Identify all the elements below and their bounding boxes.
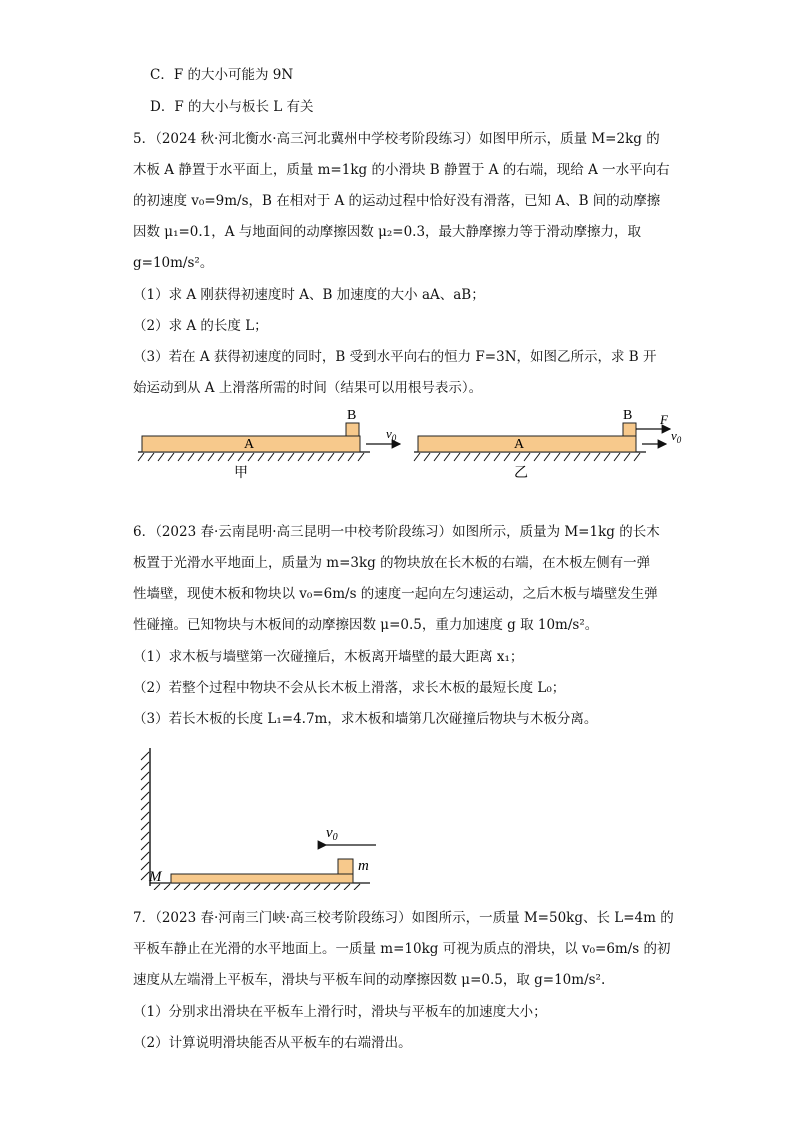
caption-jia: 甲 — [234, 466, 248, 481]
q7-sub-1: （1）分别求出滑块在平板车上滑行时，滑块与平板车的加速度大小； — [133, 1004, 547, 1020]
q5-sub-1: （1）求 A 刚获得初速度时 A、B 加速度的大小 aA、aB； — [133, 287, 485, 303]
q5-line-1: 5．（2024 秋·河北衡水·高三河北冀州中学校考阶段练习）如图甲所示，质量 M=2kg 的 — [133, 131, 660, 147]
block-b-jia — [346, 423, 359, 436]
option-c: C．F 的大小可能为 9N — [150, 67, 294, 83]
q6-line-1: 6．（2023 春·云南昆明·高三昆明一中校考阶段练习）如图所示，质量为 M=1kg 的长木 — [133, 524, 660, 540]
label-small-m: m — [358, 858, 369, 874]
q5-line-5: g=10m/s²。 — [133, 255, 214, 271]
q6-figure — [130, 740, 390, 890]
q6-sub-3: （3）若长木板的长度 L₁=4.7m，求木板和墙第几次碰撞后物块与木板分离。 — [133, 711, 598, 727]
block-b-yi — [623, 423, 636, 436]
q5-sub-2: （2）求 A 的长度 L； — [133, 318, 268, 334]
q5-line-2: 木板 A 静置于水平面上，质量 m=1kg 的小滑块 B 静置于 A 的右端，现给 A 一水平向右 — [133, 162, 670, 178]
velocity-label-yi: $v_0$ — [671, 428, 682, 445]
q6-sub-1: （1）求木板与墙壁第一次碰撞后，木板离开墙壁的最大距离 x₁； — [133, 649, 524, 665]
figure-jia — [138, 408, 400, 481]
q6-line-2: 板置于光滑水平地面上，质量为 m=3kg 的物块放在长木板的右端，在木板左侧有一弹 — [133, 555, 651, 571]
board-a-yi — [418, 436, 636, 452]
q6-line-3: 性墙壁，现使木板和物块以 v₀=6m/s 的速度一起向左匀速运动，之后木板与墙壁发生弹 — [133, 586, 658, 602]
force-label-yi: F — [660, 412, 668, 427]
caption-yi: 乙 — [514, 466, 528, 481]
q6-line-4: 性碰撞。已知物块与木板间的动摩擦因数 μ=0.5，重力加速度 g 取 10m/s²。 — [133, 617, 599, 633]
block-m — [338, 859, 353, 874]
figure-yi — [414, 408, 682, 481]
q5-sub-3: （3）若在 A 获得初速度的同时，B 受到水平向右的恒力 F=3N，如图乙所示，求 B 开 — [133, 349, 657, 365]
q7-sub-2: （2）计算说明滑块能否从平板车的右端滑出。 — [133, 1035, 412, 1051]
velocity-label-q6: $v_0$ — [326, 825, 338, 843]
option-d: D．F 的大小与板长 L 有关 — [150, 99, 314, 115]
label-b-yi: B — [623, 408, 633, 423]
label-a-jia: A — [244, 437, 255, 452]
label-b-jia: B — [347, 408, 357, 423]
q6-sub-2: （2）若整个过程中物块不会从长木板上滑落，求长木板的最短长度 L₀； — [133, 680, 566, 696]
q7-line-2: 平板车静止在光滑的水平地面上。一质量 m=10kg 可视为质点的滑块，以 v₀=6m/s 的初 — [133, 941, 671, 957]
label-a-yi: A — [514, 437, 525, 452]
q7-line-3: 速度从左端滑上平板车，滑块与平板车间的动摩擦因数 μ=0.5，取 g=10m/s². — [133, 972, 606, 988]
q7-line-1: 7．（2023 春·河南三门峡·高三校考阶段练习）如图所示，一质量 M=50kg、长 L=4m 的 — [133, 910, 674, 926]
label-big-m: M — [149, 869, 162, 885]
q5-line-4: 因数 μ₁=0.1，A 与地面间的动摩擦因数 μ₂=0.3，最大静摩擦力等于滑动摩擦力，取 — [133, 224, 642, 240]
q5-figure — [130, 402, 700, 482]
q5-sub-4: 始运动到从 A 上滑落所需的时间（结果可以用根号表示）。 — [133, 380, 483, 396]
board-m — [171, 874, 353, 883]
velocity-label-jia: $v_0$ — [386, 426, 397, 443]
q5-line-3: 的初速度 v₀=9m/s，B 在相对于 A 的运动过程中恰好没有滑落，已知 A、B 间的动摩擦 — [133, 193, 661, 209]
